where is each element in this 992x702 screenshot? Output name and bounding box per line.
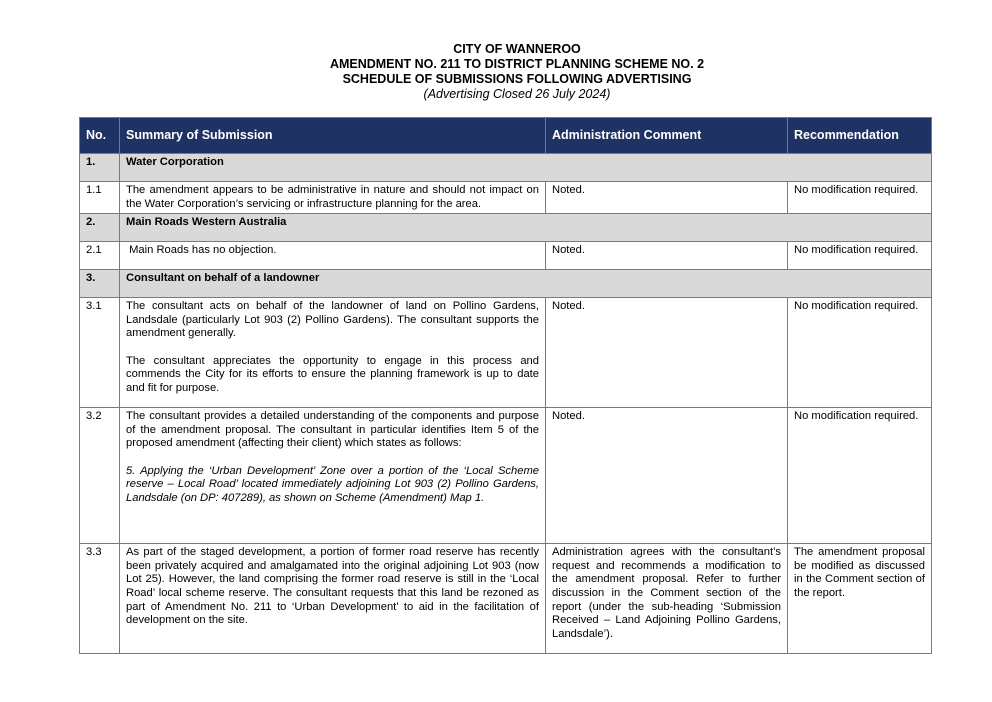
row-recommendation: No modification required. — [794, 244, 919, 257]
header-advertising-closed: (Advertising Closed 26 July 2024) — [423, 87, 611, 101]
row-comment: Noted. — [552, 244, 585, 257]
table-row — [80, 298, 932, 408]
header-no: No. — [80, 118, 120, 154]
section-row — [80, 154, 932, 182]
row-summary-paragraph: The consultant acts on behalf of the landowner of land on Pollino Gardens, Landsdale (particularly Lot 903 (2) Pollino Gardens). The consultant supports the amendment generally. — [126, 300, 539, 340]
row-recommendation: No modification required. — [794, 410, 919, 423]
row-recommendation: No modification required. — [794, 300, 919, 313]
row-summary: Main Roads has no objection. — [126, 244, 277, 257]
table-header-row — [80, 118, 932, 154]
table-row — [80, 182, 932, 214]
row-recommendation: No modification required. — [794, 184, 919, 196]
header-summary: Summary of Submission — [120, 118, 546, 154]
row-summary-quote: 5. Applying the ‘Urban Development’ Zone over a portion of the ‘Local Scheme reserve – Local Road’ located immediately adjoining Lot 903 (2) Pollino Gardens, Landsdale (on DP: 407289), as shown on Scheme (Amendment) Map 1. — [126, 464, 539, 504]
section-title: Main Roads Western Australia — [126, 216, 287, 229]
row-comment: Administration agrees with the consultant’s request and recommends a modification to the amendment proposal. Refer to further discussion in the Comment section of the report (under the sub-heading ‘Submission Received – Land Adjoining Pollino Gardens, Landsdale’). — [552, 546, 781, 640]
section-row — [80, 214, 932, 242]
section-number: 2. — [86, 216, 96, 229]
table-row — [80, 408, 932, 544]
row-number: 2.1 — [86, 244, 102, 257]
section-row — [80, 270, 932, 298]
row-comment: Noted. — [552, 300, 585, 313]
section-title: Consultant on behalf of a landowner — [126, 272, 320, 285]
row-recommendation: The amendment proposal be modified as discussed in the Comment section of the report. — [794, 546, 925, 599]
row-number: 1.1 — [86, 184, 102, 196]
section-title: Water Corporation — [126, 156, 224, 168]
row-summary: As part of the staged development, a portion of former road reserve has recently been privately acquired and amalgamated into the original adjoining Lot 903 (now Lot 25). However, the land comprising the former road reserve is still in the ‘Local Road’ local scheme reserve. The consultant requests that this land be rezoned as part of Amendment No. 211 to ‘Urban Development’ to aid in the facilitation of development on the site. — [126, 546, 539, 627]
document-header — [0, 42, 992, 102]
row-number: 3.2 — [86, 410, 102, 423]
header-title-schedule: SCHEDULE OF SUBMISSIONS FOLLOWING ADVERTISING — [342, 72, 692, 86]
header-title-city: CITY OF WANNEROO — [453, 42, 581, 56]
section-number: 1. — [86, 156, 96, 168]
table-row — [80, 242, 932, 270]
row-summary-paragraph: The consultant appreciates the opportunity to engage in this process and commends the City for its efforts to ensure the planning framework is up to date and fit for purpose. — [126, 354, 539, 394]
row-summary-paragraph: The consultant provides a detailed understanding of the components and purpose of the amendment proposal. The consultant in particular identifies Item 5 of the proposed amendment (affecting their client) which states as follows: — [126, 410, 539, 450]
row-number: 3.1 — [86, 300, 102, 313]
row-number: 3.3 — [86, 546, 102, 559]
row-comment: Noted. — [552, 410, 585, 423]
header-comment: Administration Comment — [546, 118, 788, 154]
row-summary: The amendment appears to be administrative in nature and should not impact on the Water Corporation’s servicing or infrastructure planning for the area. — [126, 184, 539, 210]
row-comment: Noted. — [552, 184, 585, 196]
header-recommendation: Recommendation — [788, 118, 932, 154]
section-number: 3. — [86, 272, 96, 285]
header-title-amendment: AMENDMENT NO. 211 TO DISTRICT PLANNING SCHEME NO. 2 — [329, 57, 705, 71]
table-row — [80, 544, 932, 654]
submissions-table — [79, 117, 932, 654]
